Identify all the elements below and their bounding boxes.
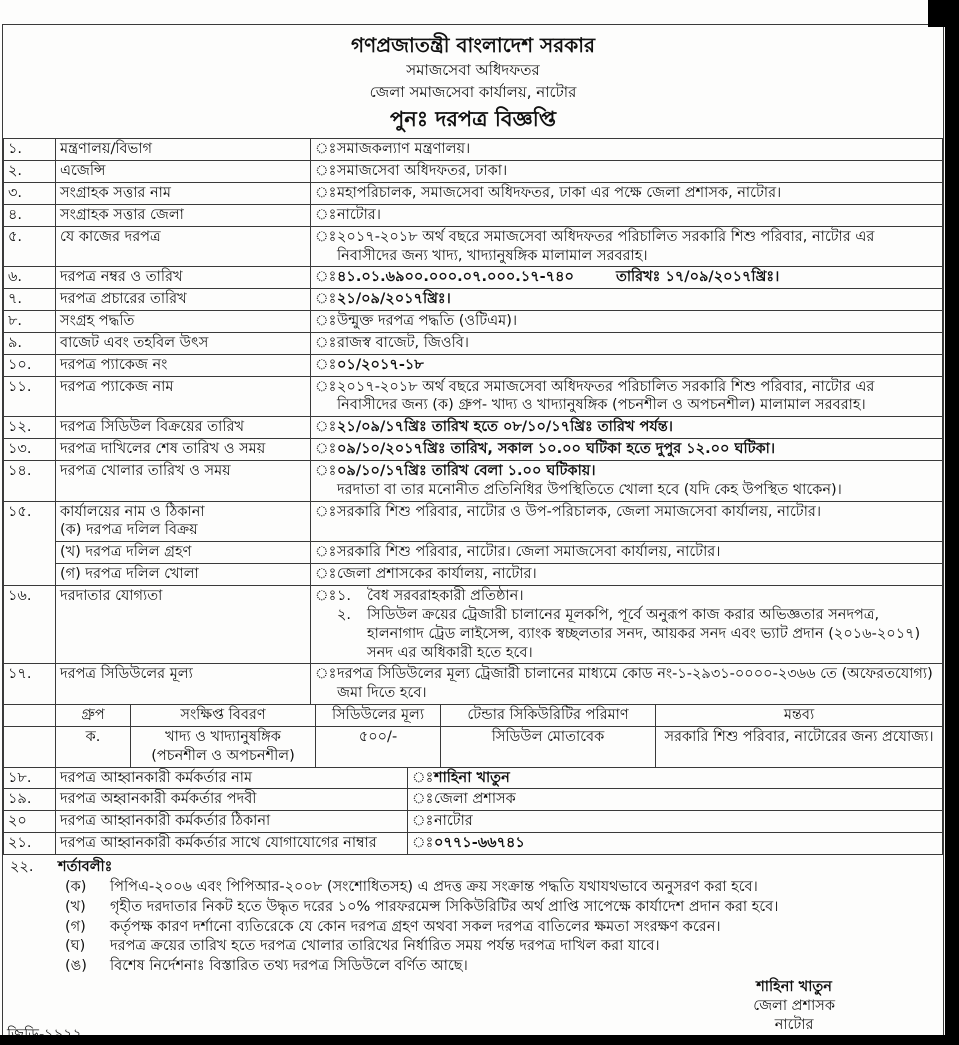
row-number: ২২. <box>10 858 34 875</box>
row-value: ২০১৭-২০১৮ অর্থ বছরে সমাজসেবা অধিদফতর পরিচালিত সরকারি শিশু পরিবার, নাটোর এর নিবাসীদের জন্য (ক) গ্রুপ- খাদ্য ও খাদ্যানুষঙ্গিক (পচনশীল ও অপচনশীল) মালামাল সরবরাহ। <box>337 378 875 414</box>
table-row <box>4 833 943 855</box>
header-description: সংক্ষিপ্ত বিবরণ <box>131 705 316 727</box>
table-row <box>4 501 943 542</box>
row-label: সংগ্রাহক সত্তার নাম <box>56 182 311 204</box>
colon-separator: ঃ <box>315 544 337 561</box>
row-value-cell <box>311 226 943 267</box>
row-label: দরপত্র প্যাকেজ নং <box>56 354 311 376</box>
row-value-cell <box>311 139 943 161</box>
term-text: বিশেষ নির্দেশনাঃ বিস্তারিত তথ্য দরপত্র সিডিউলে বর্ণিত আছে। <box>110 958 468 975</box>
row-value-cell <box>408 789 943 811</box>
row-number: ১৫. <box>4 501 56 585</box>
row-value-cell <box>408 811 943 833</box>
term-item <box>10 918 935 937</box>
table-row <box>4 439 943 461</box>
row-label: যে কাজের দরপত্র <box>56 226 311 267</box>
row-label: সংগ্রহ পদ্ধতি <box>56 311 311 333</box>
term-text: কর্তৃপক্ষ কারণ দর্শানো ব্যতিরেকে যে কোন দরপত্র গ্রহণ অথবা সকল দরপত্র বাতিলের ক্ষমতা সংরক্ষণ করেন। <box>110 918 721 935</box>
table-row <box>4 267 943 289</box>
term-marker: (ঘ) <box>65 938 86 955</box>
table-row <box>4 182 943 204</box>
row-value: দরপত্র সিডিউলের মূল্য ট্রেজারী চালানের মাধ্যমে কোড নং-১-২৯৩১-০০০০-২৩৬৬ তে (অফেরতযোগ্য) জমা দিতে হবে। <box>337 666 933 702</box>
header-tender-security: টেন্ডার সিকিউরিটির পরিমাণ <box>441 705 656 727</box>
row-label: মন্ত্রণালয়/বিভাগ <box>56 139 311 161</box>
term-item <box>10 957 935 976</box>
row-value <box>337 462 938 500</box>
item-number: ১. <box>337 588 352 605</box>
row-value-cell <box>311 289 943 311</box>
term-marker: (খ) <box>65 898 86 915</box>
document-header <box>3 25 943 133</box>
signature-block <box>753 978 835 1035</box>
office-label-line1: কার্যালয়ের নাম ও ঠিকানা <box>60 503 205 520</box>
row-value-cell <box>311 204 943 226</box>
row-value <box>337 268 938 287</box>
officer-designation: জেলা প্রশাসক <box>434 791 516 808</box>
item-number: ২. <box>337 606 352 623</box>
header-schedule-price: সিডিউলের মূল্য <box>316 705 441 727</box>
row-number: ১২. <box>4 417 56 439</box>
colon-separator: ঃ <box>315 141 337 158</box>
terms-section <box>3 855 943 976</box>
office-name: জেলা সমাজসেবা কার্যালয়, নাটোর <box>369 82 577 101</box>
row-label: দরদাতার যোগ্যতা <box>56 586 311 664</box>
tender-number: ৪১.০১.৬৯০০.০০০.০৭.০০০.১৭-৭৪০ <box>337 269 574 286</box>
government-name: গণপ্রজাতন্ত্রী বাংলাদেশ সরকার <box>351 33 595 57</box>
row-value-cell <box>311 311 943 333</box>
table-row <box>4 161 943 183</box>
row-number: ১০. <box>4 354 56 376</box>
table-row <box>4 311 943 333</box>
description-line2: (পচনশীল ও অপচনশীল) <box>151 747 295 764</box>
table-row <box>4 354 943 376</box>
row-label: দরপত্র আহ্বানকারী কর্মকর্তার সাথে যোগাযোগের নাম্বার <box>56 833 408 855</box>
row-value-cell <box>311 267 943 289</box>
colon-separator: ঃ <box>315 462 337 479</box>
table-row <box>4 564 943 586</box>
row-label: দরপত্র দাখিলের শেষ তারিখ ও সময় <box>56 439 311 461</box>
row-number: ১৪. <box>4 460 56 501</box>
row-value: উন্মুক্ত দরপত্র পদ্ধতি (ওটিএম)। <box>337 313 518 330</box>
opening-date: ০৯/১০/১৭খ্রিঃ তারিখ বেলা ১.০০ ঘটিকায়। <box>337 462 596 479</box>
row-value: ২০১৭-২০১৮ অর্থ বছরে সমাজসেবা অধিদফতর পরিচালিত সরকারি শিশু পরিবার, নাটোর এর নিবাসীদের জন্য খাদ্য, খাদ্যানুষঙ্গিক মালামাল সরবরাহ। <box>337 228 875 264</box>
row-value: সমাজসেবা অধিদফতর, ঢাকা। <box>337 163 508 180</box>
table-row <box>4 204 943 226</box>
row-value-cell <box>311 501 943 542</box>
row-number: ১৯. <box>4 789 56 811</box>
row-number: ২০ <box>4 811 56 833</box>
colon-separator: ঃ <box>315 291 337 308</box>
table-row <box>4 376 943 417</box>
row-number: ৮. <box>4 311 56 333</box>
row-number: ২১. <box>4 833 56 855</box>
row-label: বাজেট এবং তহবিল উৎস <box>56 332 311 354</box>
row-number: ৩. <box>4 182 56 204</box>
scan-artifact-right-bar <box>945 0 959 1045</box>
row-label: দরপত্র প্যাকেজ নাম <box>56 376 311 417</box>
row-value: সমাজকল্যাণ মন্ত্রণালয়। <box>337 141 471 158</box>
row-label: দরপত্র প্রচারের তারিখ <box>56 289 311 311</box>
row-label: এজেন্সি <box>56 161 311 183</box>
row-label: দরপত্র আহ্বানকারী কর্মকর্তার ঠিকানা <box>56 811 408 833</box>
row-value-cell <box>311 182 943 204</box>
row-number: ৬. <box>4 267 56 289</box>
row-value-cell <box>408 767 943 789</box>
row-value: সরকারি শিশু পরিবার, নাটোর। জেলা সমাজসেবা কার্যালয়, নাটোর। <box>337 544 721 561</box>
empty-cell <box>4 705 56 727</box>
office-sub-label: (ক) দরপত্র দলিল বিক্রয় <box>60 522 198 539</box>
colon-separator: ঃ <box>315 378 337 395</box>
row-number: ৪. <box>4 204 56 226</box>
colon-separator: ঃ <box>315 588 337 605</box>
table-row <box>4 417 943 439</box>
colon-separator: ঃ <box>315 566 337 583</box>
group-tender-security: সিডিউল মোতাবেক <box>441 726 656 767</box>
header-group: গ্রুপ <box>56 705 131 727</box>
row-number: ৯. <box>4 332 56 354</box>
row-value-cell <box>408 833 943 855</box>
row-value-cell <box>311 460 943 501</box>
office-sub-label: (গ) দরপত্র দলিল খোলা <box>56 564 311 586</box>
qualification-item <box>337 606 938 663</box>
row-value: ২১/০৯/১৭খ্রিঃ তারিখ হতে ০৮/১০/১৭খ্রিঃ তারিখ পর্যন্ত। <box>337 419 673 436</box>
row-value-cell <box>311 564 943 586</box>
term-text: দরপত্র ক্রয়ের তারিখ হতে দরপত্র খোলার তারিখের নির্ধারিত সময় পর্যন্ত দরপত্র দাখিল করা যাবে। <box>110 938 660 955</box>
colon-separator: ঃ <box>315 206 337 223</box>
table-row <box>4 664 943 705</box>
colon-separator: ঃ <box>315 163 337 180</box>
item-text: সিডিউল ক্রয়ের ট্রেজারী চালানের মূলকপি, পূর্বে অনুরূপ কাজ করার অভিজ্ঞতার সনদপত্র, হালনাগাদ ট্রেড লাইসেন্স, ব্যাংক স্বচ্ছলতার সনদ, আয়কর সনদ এবং ভ্যাট প্রদান (২০১৬-২০১৭) সনদ এর অধিকারী হতে হবে। <box>367 606 921 661</box>
group-schedule-price: ৫০০/- <box>316 726 441 767</box>
row-value: ০১/২০১৭-১৮ <box>337 356 424 373</box>
colon-separator: ঃ <box>315 419 337 436</box>
group-description <box>131 726 316 767</box>
row-label: দরপত্র অহ্বানকারী কর্মকর্তার পদবী <box>56 789 408 811</box>
empty-cell <box>4 726 56 767</box>
terms-heading <box>10 858 935 877</box>
colon-separator: ঃ <box>315 503 337 520</box>
header-remarks: মন্তব্য <box>656 705 943 727</box>
colon-separator: ঃ <box>315 666 337 683</box>
office-sub-label: (খ) দরপত্র দলিল গ্রহণ <box>56 542 311 564</box>
row-value: সরকারি শিশু পরিবার, নাটোর ও উপ-পরিচালক, জেলা সমাজসেবা কার্যালয়, নাটোর। <box>337 503 822 520</box>
row-number: ১১. <box>4 376 56 417</box>
row-value-cell <box>311 161 943 183</box>
row-value-cell <box>311 354 943 376</box>
colon-separator: ঃ <box>315 313 337 330</box>
row-value-cell <box>311 417 943 439</box>
colon-separator: ঃ <box>315 356 337 373</box>
row-number: ৫. <box>4 226 56 267</box>
notice-title: পুনঃ দরপত্র বিজ্ঞপ্তি <box>390 107 556 131</box>
qualification-list <box>337 587 938 662</box>
document-body <box>2 24 944 1036</box>
signatory-name: শাহিনা খাতুন <box>756 979 832 996</box>
row-value-cell <box>311 586 943 664</box>
tender-date: তারিখঃ ১৭/০৯/২০১৭খ্রিঃ। <box>615 269 780 286</box>
row-label <box>56 501 311 542</box>
table-row <box>4 542 943 564</box>
row-value: ২১/০৯/২০১৭খ্রিঃ। <box>337 291 451 308</box>
opening-note: দরদাতা বা তার মনোনীত প্রতিনিধির উপস্থিতিতে খোলা হবে (যদি কেহ উপস্থিত থাকেন)। <box>337 481 842 498</box>
group-id: ক. <box>56 726 131 767</box>
row-number: ১৮. <box>4 767 56 789</box>
row-value: মহাপরিচালক, সমাজসেবা অধিদফতর, ঢাকা এর পক্ষে জেলা প্রশাসক, নাটোর। <box>337 184 782 201</box>
group-header-row <box>4 705 943 727</box>
colon-separator: ঃ <box>315 269 337 286</box>
table-row <box>4 139 943 161</box>
term-item <box>10 878 935 897</box>
colon-separator: ঃ <box>315 334 337 351</box>
row-value-cell <box>311 376 943 417</box>
table-row <box>4 460 943 501</box>
table-row <box>4 289 943 311</box>
row-value: রাজস্ব বাজেট, জিওবি। <box>337 334 469 351</box>
row-value-cell <box>311 439 943 461</box>
scan-artifact-bottom-bar <box>0 1035 959 1045</box>
row-value: জেলা প্রশাসকের কার্যালয়, নাটোর। <box>337 566 537 583</box>
colon-separator: ঃ <box>315 441 337 458</box>
row-value: নাটোর। <box>337 206 381 223</box>
item-text: বৈধ সরবরাহকারী প্রতিষ্ঠান। <box>367 588 524 605</box>
officer-phone: ০৭৭১-৬৬৭৪১ <box>434 835 525 852</box>
term-marker: (গ) <box>65 918 86 935</box>
row-value: ০৯/১০/২০১৭খ্রিঃ তারিখ, সকাল ১০.০০ ঘটিকা হতে দুপুর ১২.০০ ঘটিকা। <box>337 441 776 458</box>
term-text: গৃহীত দরদাতার নিকট হতে উদ্ধৃত দরের ১০% পারফরমেন্স সিকিউরিটির অর্থ প্রাপ্তি সাপেক্ষে কার্যাদেশ প্রদান করা হবে। <box>110 898 779 915</box>
row-number: ১৩. <box>4 439 56 461</box>
row-value-cell <box>311 542 943 564</box>
row-number: ৭. <box>4 289 56 311</box>
colon-separator: ঃ <box>315 184 337 201</box>
term-item <box>10 898 935 917</box>
row-label: দরপত্র আহ্বানকারী কর্মকর্তার নাম <box>56 767 408 789</box>
colon-separator: ঃ <box>412 813 434 830</box>
row-label: দরপত্র সিডিউলের মূল্য <box>56 664 311 705</box>
row-number: ২. <box>4 161 56 183</box>
row-label: দরপত্র সিডিউল বিক্রয়ের তারিখ <box>56 417 311 439</box>
row-number: ১৬. <box>4 586 56 664</box>
table-row <box>4 332 943 354</box>
signatory-designation: জেলা প্রশাসক <box>753 997 835 1014</box>
term-marker: (ঙ) <box>65 958 87 975</box>
colon-separator: ঃ <box>412 769 434 786</box>
row-label: দরপত্র খোলার তারিখ ও সময় <box>56 460 311 501</box>
group-price-table <box>3 704 943 768</box>
table-row <box>4 767 943 789</box>
officer-address: নাটোর <box>434 813 473 830</box>
scan-artifact-corner-block <box>928 0 959 27</box>
colon-separator: ঃ <box>412 835 434 852</box>
inviting-officer-table <box>3 767 943 855</box>
table-row <box>4 789 943 811</box>
description-line1: খাদ্য ও খাদ্যানুষঙ্গিক <box>165 728 281 745</box>
term-item <box>10 937 935 956</box>
row-number: ১৭. <box>4 664 56 705</box>
colon-separator: ঃ <box>315 228 337 245</box>
term-text: পিপিএ-২০০৬ এবং পিপিআর-২০০৮ (সংশোধিতসহ) এ প্রদত্ত ক্রয় সংক্রান্ত পদ্ধতি যথাযথভাবে অনুসরণ করা হবে। <box>110 878 758 895</box>
table-row <box>4 226 943 267</box>
row-number: ১. <box>4 139 56 161</box>
row-value-cell <box>311 332 943 354</box>
signatory-place: নাটোর <box>774 1016 814 1033</box>
row-value-cell <box>311 664 943 705</box>
table-row <box>4 811 943 833</box>
row-label: সংগ্রাহক সত্তার জেলা <box>56 204 311 226</box>
table-row <box>4 586 943 664</box>
group-remarks: সরকারি শিশু পরিবার, নাটোরের জন্য প্রযোজ্য। <box>656 726 943 767</box>
tender-info-table <box>3 138 943 705</box>
term-marker: (ক) <box>65 878 87 895</box>
colon-separator: ঃ <box>412 791 434 808</box>
row-label: দরপত্র নম্বর ও তারিখ <box>56 267 311 289</box>
officer-name: শাহিনা খাতুন <box>434 769 510 786</box>
qualification-item <box>337 587 938 606</box>
group-data-row <box>4 726 943 767</box>
terms-title: শর্তাবলীঃ <box>58 858 113 875</box>
department-name: সমাজসেবা অধিদফতর <box>406 61 540 79</box>
